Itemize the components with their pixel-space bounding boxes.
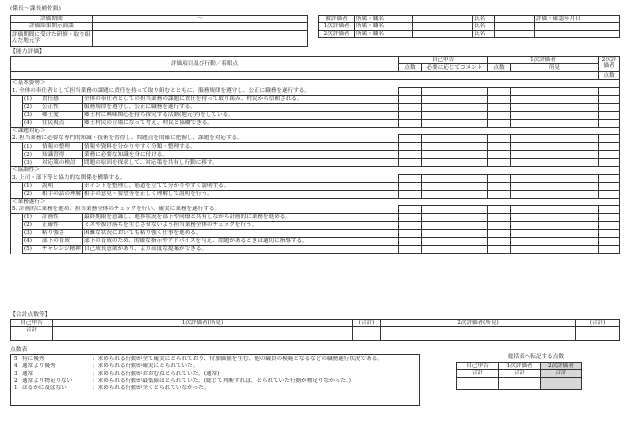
category-first-points-cell[interactable] bbox=[488, 87, 511, 95]
item-number: (2) bbox=[24, 104, 32, 111]
item-row bbox=[11, 246, 620, 254]
item-second-points-cell[interactable] bbox=[599, 190, 620, 198]
item-self-points-cell[interactable] bbox=[399, 222, 422, 230]
col-self-header: 自己申告 bbox=[399, 57, 488, 64]
item-row bbox=[11, 103, 620, 111]
item-self-points-cell[interactable] bbox=[399, 238, 422, 246]
item-second-points-cell[interactable] bbox=[599, 246, 620, 254]
period-label: 評価期間 bbox=[11, 16, 93, 23]
item-self-points-cell[interactable] bbox=[399, 151, 422, 159]
category-self-comment-cell[interactable] bbox=[422, 174, 488, 182]
period-table bbox=[10, 15, 308, 47]
evaluator1-post-label: 所属・職名 bbox=[355, 23, 413, 30]
category-self-comment-cell[interactable] bbox=[422, 87, 488, 95]
item-first-points-cell[interactable] bbox=[488, 103, 511, 111]
item-self-comment-cell[interactable] bbox=[422, 238, 488, 246]
category-self-comment-cell[interactable] bbox=[422, 206, 488, 214]
item-description: 全体の奉仕者としての担当業務の課題に責任を持って取り組み、村民から信頼される。 bbox=[83, 95, 399, 103]
training-label: 評価期間に受けた研修・取り組んだ地元学 bbox=[11, 30, 93, 46]
evaluatee-name-value[interactable] bbox=[495, 16, 535, 23]
item-first-opinion-cell[interactable] bbox=[511, 230, 599, 238]
item-second-points-cell[interactable] bbox=[599, 238, 620, 246]
item-row bbox=[11, 151, 620, 159]
item-name bbox=[23, 246, 83, 254]
item-row bbox=[11, 111, 620, 119]
item-first-opinion-cell[interactable] bbox=[511, 143, 599, 151]
summary-self-total: 合計 bbox=[457, 370, 499, 377]
item-number: (3) bbox=[24, 112, 32, 119]
item-name bbox=[23, 119, 83, 127]
summary-second-label: 2次評価者 bbox=[541, 363, 582, 370]
item-row bbox=[11, 190, 620, 198]
item-self-comment-cell[interactable] bbox=[422, 143, 488, 151]
category-second-points-cell[interactable] bbox=[599, 135, 620, 143]
category-first-opinion-cell[interactable] bbox=[511, 135, 599, 143]
scoring-score: 5 bbox=[14, 356, 18, 362]
summary-first-total: 合計 bbox=[499, 370, 541, 377]
item-self-points-cell[interactable] bbox=[399, 159, 422, 167]
item-label: 粘り強さ bbox=[42, 230, 65, 237]
summary-self-label: 自己申告 bbox=[457, 363, 499, 370]
col-self-points: 点数 bbox=[399, 64, 422, 72]
ability-table bbox=[10, 56, 620, 254]
category-first-opinion-cell[interactable] bbox=[511, 174, 599, 182]
item-self-points-cell[interactable] bbox=[399, 190, 422, 198]
item-label: 責任感 bbox=[42, 96, 59, 103]
item-number: (3) bbox=[24, 230, 32, 237]
item-first-points-cell[interactable] bbox=[488, 182, 511, 190]
category-self-comment-cell[interactable] bbox=[422, 135, 488, 143]
item-number: (1) bbox=[24, 143, 32, 150]
item-self-comment-cell[interactable] bbox=[422, 190, 488, 198]
category-title: 5. 計画的に業務を進め、担当業務全体のチェックを行い、確実に業務を遂行する。 bbox=[11, 206, 399, 214]
col-self-comment: 必要に応じてコメント bbox=[422, 64, 488, 72]
category-first-points-cell[interactable] bbox=[488, 174, 511, 182]
item-number: (5) bbox=[24, 246, 32, 253]
item-name bbox=[23, 103, 83, 111]
item-description: 自己成長意欲があり、より高度な提案ができる。 bbox=[83, 246, 399, 254]
item-name bbox=[23, 214, 83, 222]
item-first-points-cell[interactable] bbox=[488, 151, 511, 159]
scoring-score: 3 bbox=[14, 370, 18, 377]
category-self-points-cell[interactable] bbox=[399, 206, 422, 214]
col-first-opinion: 所見 bbox=[511, 64, 599, 72]
item-name bbox=[23, 151, 83, 159]
item-number: (1) bbox=[24, 214, 32, 221]
disclosure-value[interactable] bbox=[93, 23, 308, 30]
category-group-label: ＜基本姿勢＞ bbox=[11, 80, 620, 87]
item-row bbox=[11, 230, 620, 238]
item-description: ミスや抜け落ちを生じさせないよう担当業務全体のチェックを行う。 bbox=[83, 222, 399, 230]
item-first-opinion-cell[interactable] bbox=[511, 190, 599, 198]
item-label: 知識習得 bbox=[42, 151, 65, 158]
scoring-score: 1 bbox=[14, 385, 18, 392]
scoring-row bbox=[13, 385, 417, 392]
item-number: (1) bbox=[24, 182, 32, 189]
evaluator1-name-label: 氏名 bbox=[473, 23, 495, 30]
period-value[interactable]: 〜 bbox=[93, 16, 308, 23]
item-self-points-cell[interactable] bbox=[399, 214, 422, 222]
item-self-points-cell[interactable] bbox=[399, 95, 422, 103]
category-group-row bbox=[11, 127, 620, 134]
item-name bbox=[23, 190, 83, 198]
item-self-points-cell[interactable] bbox=[399, 103, 422, 111]
scoring-description: ：求められる行動がおおむねとられていた。(通常) bbox=[92, 370, 220, 377]
item-label: 公正性 bbox=[42, 104, 59, 111]
item-second-points-cell[interactable] bbox=[599, 119, 620, 127]
scoring-grade: 通常より物足りない bbox=[22, 377, 73, 384]
item-label: 説明 bbox=[42, 182, 54, 189]
item-name bbox=[23, 238, 83, 246]
item-second-points-cell[interactable] bbox=[599, 182, 620, 190]
item-first-points-cell[interactable] bbox=[488, 246, 511, 254]
item-number: (3) bbox=[24, 159, 32, 166]
item-row bbox=[11, 159, 620, 167]
ability-body bbox=[11, 80, 620, 254]
col-first-points: 点数 bbox=[488, 64, 511, 72]
item-row bbox=[11, 95, 620, 103]
scoring-row bbox=[13, 356, 417, 363]
category-first-points-cell[interactable] bbox=[488, 206, 511, 214]
item-row bbox=[11, 182, 620, 190]
evaluator2-name-value[interactable] bbox=[495, 30, 535, 37]
total-second-opinion-value[interactable] bbox=[381, 327, 576, 341]
item-first-opinion-cell[interactable] bbox=[511, 159, 599, 167]
item-description: 問題の原因を探求して、対応策を共有し行動に移す。 bbox=[83, 159, 399, 167]
evaluatee-post-label: 所属・職名 bbox=[355, 16, 413, 23]
scoring-description: ：求められる行動が確実にとられていた。 bbox=[92, 363, 199, 370]
item-description: 郷土村に興味関心を持ち探究する活動(地元学)をしている。 bbox=[83, 111, 399, 119]
item-self-comment-cell[interactable] bbox=[422, 214, 488, 222]
evaluator2-date-value[interactable] bbox=[535, 30, 620, 37]
item-label: チャレンジ精神 bbox=[42, 246, 81, 253]
scoring-grade: 通常 bbox=[22, 370, 34, 377]
item-number: (1) bbox=[24, 96, 32, 103]
scoring-row bbox=[13, 363, 417, 370]
item-self-points-cell[interactable] bbox=[399, 182, 422, 190]
category-group-label: ＜業務遂行＞ bbox=[11, 198, 620, 205]
item-second-points-cell[interactable] bbox=[599, 214, 620, 222]
item-label: 部下の育成 bbox=[42, 238, 70, 245]
summary-title: 総括表へ転記する点数 bbox=[508, 354, 564, 360]
item-label: 計画性 bbox=[42, 214, 59, 221]
form-title: (係長〜課長補佐級) bbox=[10, 6, 61, 12]
item-second-points-cell[interactable] bbox=[599, 222, 620, 230]
item-label: 住民視点 bbox=[42, 120, 65, 127]
evaluatee-name-label: 氏名 bbox=[473, 16, 495, 23]
item-first-points-cell[interactable] bbox=[488, 238, 511, 246]
item-first-points-cell[interactable] bbox=[488, 143, 511, 151]
item-first-opinion-cell[interactable] bbox=[511, 246, 599, 254]
training-value[interactable] bbox=[93, 30, 308, 46]
item-first-points-cell[interactable] bbox=[488, 214, 511, 222]
category-title-row bbox=[11, 87, 620, 95]
item-self-points-cell[interactable] bbox=[399, 246, 422, 254]
scoring-table bbox=[13, 356, 417, 392]
category-first-opinion-cell[interactable] bbox=[511, 206, 599, 214]
evaluator2-label: 2次評価者 bbox=[319, 30, 355, 37]
confirm-date-label: 評価・確認年月日 bbox=[535, 16, 620, 23]
category-title: 1. 全体の奉仕者として担当業務の課題に責任を持って取り組むとともに、服務規律を遵守し、公正に職務を遂行する。 bbox=[11, 87, 399, 95]
total-first-label: 1次評価者(所見) bbox=[53, 320, 353, 327]
item-self-comment-cell[interactable] bbox=[422, 103, 488, 111]
item-label: 郷土愛 bbox=[42, 112, 59, 119]
item-first-opinion-cell[interactable] bbox=[511, 111, 599, 119]
item-first-points-cell[interactable] bbox=[488, 222, 511, 230]
item-first-opinion-cell[interactable] bbox=[511, 103, 599, 111]
item-first-opinion-cell[interactable] bbox=[511, 238, 599, 246]
item-row bbox=[11, 214, 620, 222]
item-first-opinion-cell[interactable] bbox=[511, 222, 599, 230]
item-row bbox=[11, 222, 620, 230]
item-self-points-cell[interactable] bbox=[399, 111, 422, 119]
item-first-opinion-cell[interactable] bbox=[511, 182, 599, 190]
summary-table bbox=[456, 362, 582, 390]
item-number: (2) bbox=[24, 222, 32, 229]
total-self-label: 自己申告 bbox=[11, 320, 53, 327]
item-number: (2) bbox=[24, 151, 32, 158]
summary-second-total: 合計 bbox=[541, 370, 582, 377]
item-first-points-cell[interactable] bbox=[488, 190, 511, 198]
item-second-points-cell[interactable] bbox=[599, 143, 620, 151]
summary-self-value[interactable] bbox=[457, 377, 499, 389]
total-sum-label: 合計 bbox=[11, 327, 53, 341]
category-group-label: ＜課題対応＞ bbox=[11, 127, 620, 134]
item-description: 相手の意見・要望等を正しく理解して説明を行う。 bbox=[83, 190, 399, 198]
scoring-row bbox=[13, 371, 417, 378]
item-self-points-cell[interactable] bbox=[399, 143, 422, 151]
category-group-row bbox=[11, 80, 620, 87]
total-second-label: 2次評価者(所見) bbox=[381, 320, 576, 327]
scoring-box bbox=[10, 354, 420, 406]
item-description: 情報や資料を分かりやすく分類・整理する。 bbox=[83, 143, 399, 151]
summary-first-label: 1次評価者 bbox=[499, 363, 541, 370]
disclosure-label: 評価結果開示面談 bbox=[11, 23, 93, 30]
item-description: ポイントを整理し、筋道を立てて分かりやすく説明する。 bbox=[83, 182, 399, 190]
scoring-grade: はるかに及ばない bbox=[22, 385, 67, 392]
item-description: 部下の育成のため、的確な指示やアドバイスを与え、問題があるときは適切に指導する。 bbox=[83, 238, 399, 246]
item-label: 正確性 bbox=[42, 222, 59, 229]
item-second-points-cell[interactable] bbox=[599, 103, 620, 111]
summary-second-value[interactable] bbox=[541, 377, 582, 389]
item-label: 相手の話の理解 bbox=[42, 190, 82, 197]
category-first-points-cell[interactable] bbox=[488, 135, 511, 143]
ability-section-label: 【能力評価】 bbox=[10, 49, 45, 55]
category-group-row bbox=[11, 167, 620, 174]
evaluator1-post-value[interactable] bbox=[413, 23, 473, 30]
col-second-points: 点数 bbox=[599, 72, 620, 80]
item-self-comment-cell[interactable] bbox=[422, 159, 488, 167]
total-first-sum-value[interactable] bbox=[353, 327, 381, 341]
category-title: 2. 担当業務に必要な専門的知識・技術を習得し、問題点を的確に把握し、課題を対応する。 bbox=[11, 135, 399, 143]
item-second-points-cell[interactable] bbox=[599, 95, 620, 103]
item-self-comment-cell[interactable] bbox=[422, 230, 488, 238]
category-self-points-cell[interactable] bbox=[399, 174, 422, 182]
item-name bbox=[23, 95, 83, 103]
item-number: (2) bbox=[24, 190, 32, 197]
evaluator1-label: 1次評価者 bbox=[319, 23, 355, 30]
item-description: 郷土村民の立場になって考え、村民と協働できる。 bbox=[83, 119, 399, 127]
item-self-points-cell[interactable] bbox=[399, 119, 422, 127]
item-name bbox=[23, 182, 83, 190]
item-description: 最終期限を意識し、進捗状況を部下や同僚と共有しながら計画的に業務を進める。 bbox=[83, 214, 399, 222]
item-second-points-cell[interactable] bbox=[599, 159, 620, 167]
evaluator1-date-value[interactable] bbox=[535, 23, 620, 30]
item-second-points-cell[interactable] bbox=[599, 111, 620, 119]
item-self-comment-cell[interactable] bbox=[422, 246, 488, 254]
item-label: 情報の整理 bbox=[42, 143, 70, 150]
item-second-points-cell[interactable] bbox=[599, 151, 620, 159]
item-row bbox=[11, 119, 620, 127]
item-first-opinion-cell[interactable] bbox=[511, 95, 599, 103]
scoring-section-label: 点数表 bbox=[10, 347, 28, 353]
total-second-sum-label: (合計) bbox=[576, 320, 620, 327]
category-second-points-cell[interactable] bbox=[599, 87, 620, 95]
category-group-row bbox=[11, 198, 620, 205]
item-first-points-cell[interactable] bbox=[488, 159, 511, 167]
item-self-points-cell[interactable] bbox=[399, 230, 422, 238]
evaluator1-name-value[interactable] bbox=[495, 23, 535, 30]
item-first-points-cell[interactable] bbox=[488, 230, 511, 238]
scoring-description: ：求められる行動が最低限はとられていた。(総じて判断すれば、とられていた行動が物足りなかった。) bbox=[92, 377, 351, 384]
scoring-description: ：求められる行動が全くとられていなかった。 bbox=[92, 385, 210, 392]
scoring-description: ：求められる行動が全て確実にとられており、付加価値を生む、他の職員の模範となるなどの職務遂行状況である。 bbox=[92, 356, 383, 362]
item-number: (4) bbox=[24, 238, 32, 245]
category-second-points-cell[interactable] bbox=[599, 206, 620, 214]
item-first-points-cell[interactable] bbox=[488, 111, 511, 119]
total-first-opinion-value[interactable] bbox=[53, 327, 353, 341]
item-number: (4) bbox=[24, 120, 32, 127]
item-row bbox=[11, 143, 620, 151]
scoring-grade: 通常より優秀 bbox=[22, 363, 56, 370]
col-second-header: 2次評価者 bbox=[599, 57, 620, 72]
item-name bbox=[23, 230, 83, 238]
item-first-points-cell[interactable] bbox=[488, 95, 511, 103]
evaluator-table bbox=[318, 15, 620, 38]
category-first-opinion-cell[interactable] bbox=[511, 87, 599, 95]
evaluatee-post-value[interactable] bbox=[413, 16, 473, 23]
scoring-row bbox=[13, 378, 417, 385]
item-description: 困難な状況においても粘り強く仕事を進める。 bbox=[83, 230, 399, 238]
item-self-comment-cell[interactable] bbox=[422, 111, 488, 119]
item-first-opinion-cell[interactable] bbox=[511, 151, 599, 159]
category-group-label: ＜協調性＞ bbox=[11, 167, 620, 174]
item-self-comment-cell[interactable] bbox=[422, 222, 488, 230]
item-description: 服務規律を遵守し、公正に職務を遂行する。 bbox=[83, 103, 399, 111]
scoring-grade: 特に優秀 bbox=[22, 356, 45, 362]
total-first-sum-label: (合計) bbox=[353, 320, 381, 327]
category-title-row bbox=[11, 135, 620, 143]
category-second-points-cell[interactable] bbox=[599, 174, 620, 182]
item-first-opinion-cell[interactable] bbox=[511, 214, 599, 222]
col-items-header: 評価項目及び行動／着眼点 bbox=[11, 57, 399, 72]
total-table bbox=[10, 319, 620, 341]
item-name bbox=[23, 159, 83, 167]
item-self-comment-cell[interactable] bbox=[422, 182, 488, 190]
item-row bbox=[11, 238, 620, 246]
item-label: 対応策の検討 bbox=[42, 159, 76, 166]
item-second-points-cell[interactable] bbox=[599, 230, 620, 238]
category-title-row bbox=[11, 206, 620, 214]
scoring-score: 2 bbox=[14, 377, 18, 384]
item-self-comment-cell[interactable] bbox=[422, 119, 488, 127]
summary-first-value[interactable] bbox=[499, 377, 541, 389]
evaluator2-name-label: 氏名 bbox=[473, 30, 495, 37]
scoring-score: 4 bbox=[14, 363, 18, 370]
evaluatee-label: 被評価者 bbox=[319, 16, 355, 23]
total-section-label: 【合計点数等】 bbox=[10, 312, 51, 318]
item-self-comment-cell[interactable] bbox=[422, 95, 488, 103]
evaluator2-post-label: 所属・職名 bbox=[355, 30, 413, 37]
item-name bbox=[23, 143, 83, 151]
category-title-row bbox=[11, 174, 620, 182]
category-self-points-cell[interactable] bbox=[399, 135, 422, 143]
item-description: 業務に必要な知識を身に付ける。 bbox=[83, 151, 399, 159]
category-self-points-cell[interactable] bbox=[399, 87, 422, 95]
evaluator2-post-value[interactable] bbox=[413, 30, 473, 37]
item-name bbox=[23, 111, 83, 119]
item-self-comment-cell[interactable] bbox=[422, 151, 488, 159]
total-second-sum-value[interactable] bbox=[576, 327, 620, 341]
item-name bbox=[23, 222, 83, 230]
item-first-opinion-cell[interactable] bbox=[511, 119, 599, 127]
category-title: 3. 上司・部下等と協力的な関係を構築する。 bbox=[11, 174, 399, 182]
item-first-points-cell[interactable] bbox=[488, 119, 511, 127]
col-first-header: 1次評価者 bbox=[488, 57, 599, 64]
